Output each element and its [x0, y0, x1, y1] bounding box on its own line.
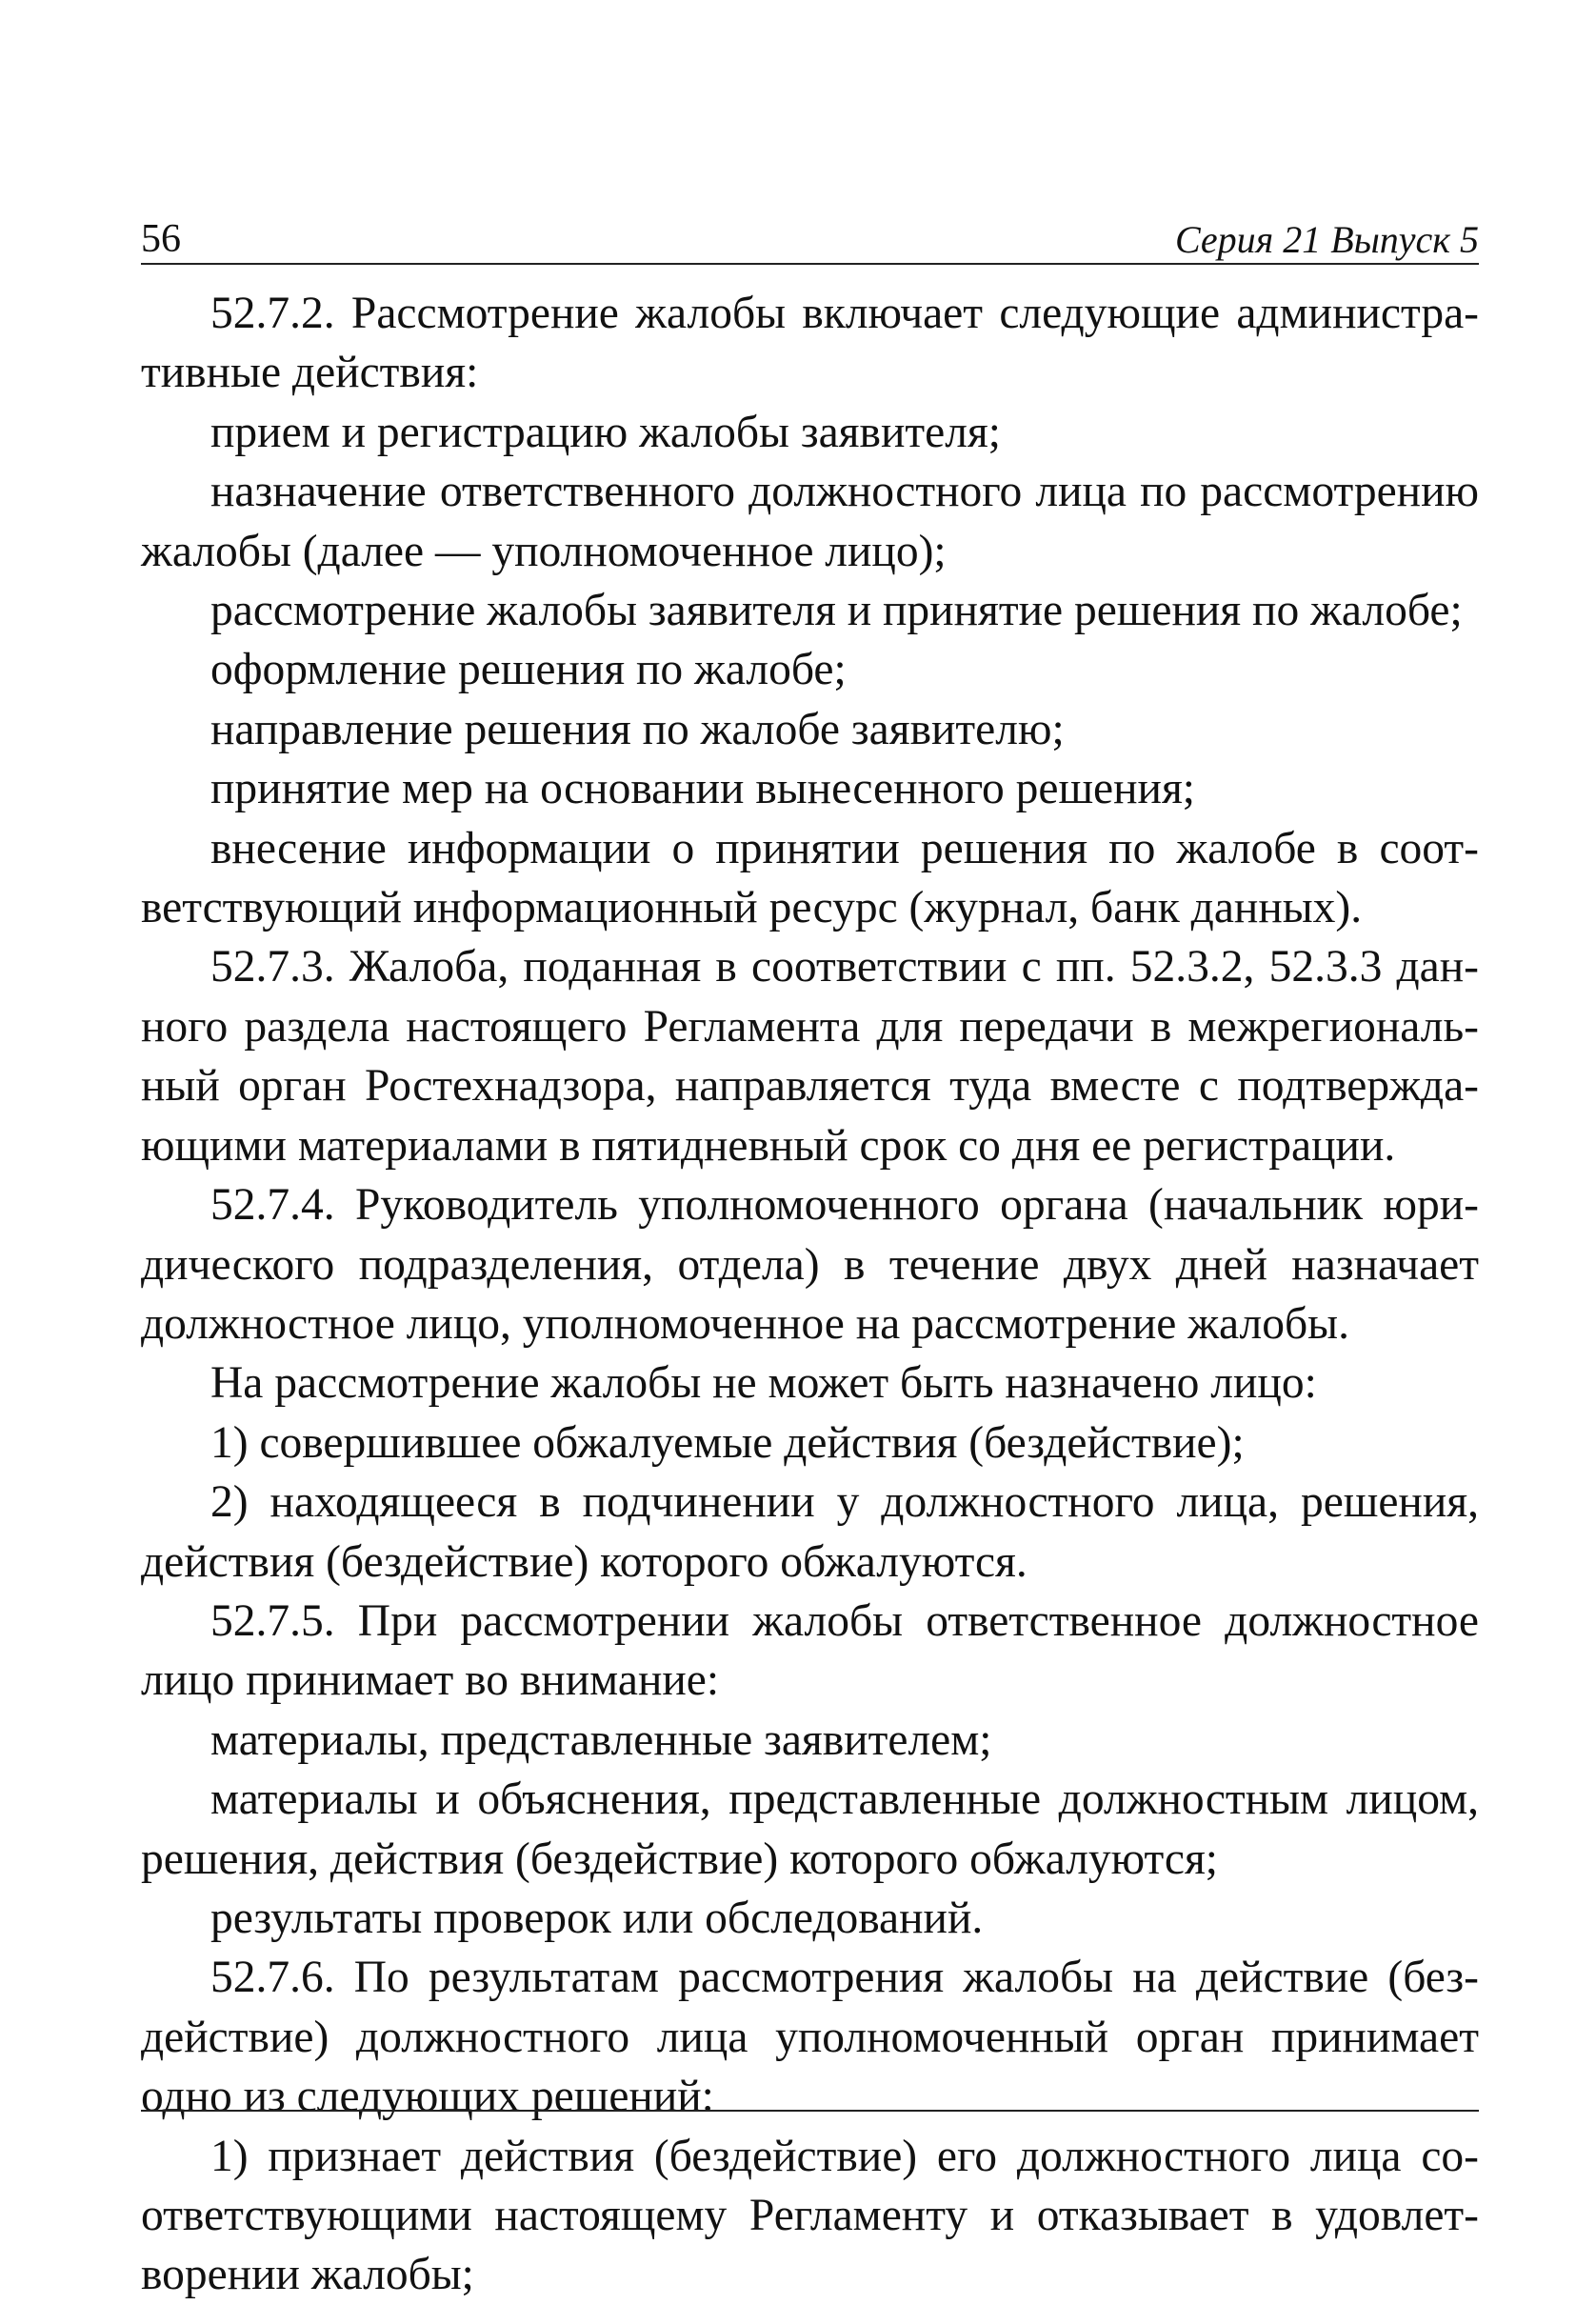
list-item: внесение информации о принятии решения по жалобе в соответствующий информационный ресурс (журнал, банк данных). [141, 823, 1479, 933]
list-item: рассмотрение жалобы заявителя и принятие решения по жалобе; [210, 586, 1463, 636]
paragraph-52-7-2: 52.7.2. Рассмотрение жалобы включает следующие административные действия: [141, 289, 1479, 398]
list-item: материалы и объяснения, представленные должностным лицом, решения, действия (бездействие) которого обжалуются; [141, 1774, 1479, 1884]
running-title: Серия 21 Выпуск 5 [1174, 218, 1479, 261]
paragraph-52-7-3: 52.7.3. Жалоба, поданная в соответствии с пп. 52.3.2, 52.3.3 данного раздела настоящего Регламента для передачи в межрегиональный орган Ростехнадзора, направляется туда вместе с подтверждающими материалами в пятидневный срок со дня ее регистрации. [141, 942, 1479, 1171]
list-item: оформление решения по жалобе; [210, 645, 847, 695]
list-item: 1) совершившее обжалуемые действия (бездействие); [210, 1417, 1245, 1468]
list-item: направление решения по жалобе заявителю; [210, 704, 1065, 754]
page-header [141, 208, 1479, 265]
list-item: 2) находящееся в подчинении у должностного лица, решения, действия (бездействие) которого обжалуются. [141, 1477, 1479, 1587]
list-item: назначение ответственного должностного лица по рассмотрению жалобы (далее — уполномоченное лицо); [141, 467, 1479, 576]
list-item: принятие мер на основании вынесенного решения; [210, 764, 1196, 814]
page-number: 56 [141, 217, 181, 261]
body-text [141, 284, 1479, 2305]
list-item: материалы, представленные заявителем; [210, 1714, 992, 1765]
paragraph-52-7-5: 52.7.5. При рассмотрении жалобы ответственное должностное лицо принимает во внимание: [141, 1595, 1479, 1706]
paragraph: На рассмотрение жалобы не может быть назначено лицо: [210, 1358, 1317, 1409]
paragraph-52-7-6: 52.7.6. По результатам рассмотрения жалобы на действие (бездействие) должностного лица уполномоченный орган принимает одно из следующих решений: [141, 1953, 1479, 2122]
list-item: 1) признает действия (бездействие) его должностного лица соответствующими настоящему Регламенту и отказывает в удовлетворении жалобы; [141, 2131, 1479, 2300]
list-item: прием и регистрацию жалобы заявителя; [210, 407, 1001, 457]
paragraph-52-7-4: 52.7.4. Руководитель уполномоченного органа (начальник юридического подразделения, отдела) в течение двух дней назначает должностное лицо, уполномоченное на рассмотрение жалобы. [141, 1180, 1479, 1349]
footer-rule [141, 2110, 1479, 2112]
list-item: результаты проверок или обследований. [210, 1893, 984, 1943]
